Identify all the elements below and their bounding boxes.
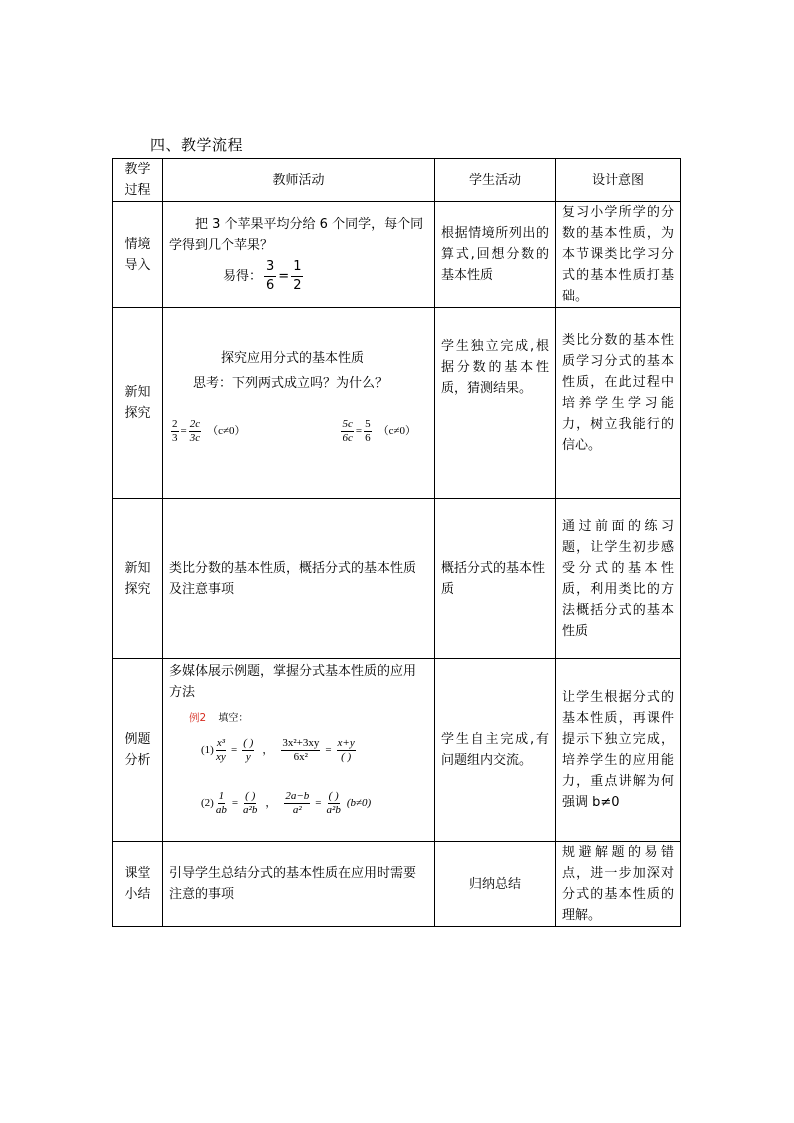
table-row — [113, 499, 681, 659]
separator: ， — [262, 744, 274, 756]
equation-2 — [339, 418, 416, 445]
denominator: 6c — [342, 432, 353, 444]
numerator: 3 — [264, 258, 276, 277]
explore-equations — [169, 418, 428, 445]
intent-cell: 通过前面的练习题，让学生初步感受分式的基本性质，利用类比的方法概括分式的基本性质 — [556, 499, 681, 659]
student-cell: 学生自主完成,有问题组内交流。 — [435, 659, 556, 842]
numerator-blank: ( ) — [328, 790, 339, 802]
denominator: a² — [292, 804, 302, 816]
intent-cell: 让学生根据分式的基本性质，再课件提示下独立完成，培养学生的应用能力，重点讲解为何强调 b≠0 — [556, 659, 681, 842]
equals-sign: = — [325, 744, 332, 756]
stage-cell: 新知探究 — [113, 499, 163, 659]
header-student: 学生活动 — [435, 159, 556, 202]
example-header — [169, 707, 428, 729]
section-heading: 四、教学流程 — [150, 136, 244, 154]
header-stage: 教学过程 — [113, 159, 163, 202]
equals-sign: = — [231, 744, 238, 756]
denominator: y — [245, 751, 251, 763]
numerator: 3x²+3xy — [282, 737, 320, 749]
explore-question: 思考：下列两式成立吗？为什么？ — [193, 376, 389, 391]
table-row — [113, 202, 681, 308]
numerator: x³ — [216, 737, 226, 749]
numerator-blank: ( ) — [243, 737, 254, 749]
equals-sign: = — [355, 425, 363, 437]
table-row — [113, 842, 681, 927]
denominator: 6 — [365, 432, 371, 444]
denominator: a²b — [243, 804, 258, 816]
separator: ， — [265, 797, 277, 809]
numerator: 5c — [342, 418, 353, 430]
student-cell: 概括分式的基本性质 — [435, 499, 556, 659]
condition: (b≠0) — [346, 797, 372, 809]
fraction-three-sixths — [264, 258, 276, 295]
intent-cell: 复习小学所学的分数的基本性质，为本节课类比学习分式的基本性质打基础。 — [556, 202, 681, 308]
denominator: 2 — [293, 278, 302, 293]
example-label: 例2 — [189, 712, 207, 724]
denominator: 6x² — [293, 751, 308, 763]
numerator: 5 — [365, 418, 371, 430]
teacher-cell — [163, 308, 435, 499]
student-cell: 学生独立完成,根据分数的基本性质，猜测结果。 — [435, 308, 556, 499]
problem-index: (1) — [201, 744, 214, 756]
denominator: 3c — [189, 432, 201, 444]
example-instruction: 填空： — [218, 713, 249, 724]
problem-index: (2) — [201, 797, 214, 809]
result-label: 易得： — [223, 269, 263, 284]
teacher-cell: 引导学生总结分式的基本性质在应用时需要注意的事项 — [163, 842, 435, 927]
numerator: 1 — [218, 790, 225, 802]
student-cell: 根据情境所列出的算式,回想分数的基本性质 — [435, 202, 556, 308]
equation-1 — [169, 418, 246, 445]
explore-title: 探究应用分式的基本性质 — [221, 351, 365, 366]
denominator: xy — [216, 751, 226, 763]
teacher-cell: 类比分数的基本性质，概括分式的基本性质及注意事项 — [163, 499, 435, 659]
table-header-row — [113, 159, 681, 202]
denominator: ab — [215, 804, 227, 816]
stage-cell: 情境导入 — [113, 202, 163, 308]
intent-cell: 类比分数的基本性质学习分式的基本性质，在此过程中培养学生学习能力，树立我能行的信心。 — [556, 308, 681, 499]
student-cell: 归纳总结 — [435, 842, 556, 927]
numerator: 2 — [172, 418, 178, 430]
stage-cell: 课堂小结 — [113, 842, 163, 927]
numerator-blank: ( ) — [245, 790, 256, 802]
teacher-cell — [163, 202, 435, 308]
header-teacher: 教师活动 — [163, 159, 435, 202]
equals-sign: = — [315, 797, 322, 809]
example-problem-1 — [169, 737, 428, 764]
example-problem-2 — [169, 790, 428, 817]
condition: （c≠0） — [207, 425, 246, 437]
teaching-flow-table — [112, 158, 681, 927]
denominator: a²b — [326, 804, 341, 816]
example-intro: 多媒体展示例题，掌握分式基本性质的应用方法 — [169, 664, 417, 700]
equals-sign: = — [278, 269, 290, 284]
numerator: x+y — [337, 737, 355, 749]
denominator: 6 — [266, 278, 275, 293]
numerator: 2c — [189, 418, 201, 430]
intent-cell: 规避解题的易错点，进一步加深对分式的基本性质的理解。 — [556, 842, 681, 927]
equals-sign: = — [231, 797, 239, 809]
table-row — [113, 308, 681, 499]
denominator-blank: ( ) — [341, 751, 352, 763]
fraction-one-half — [291, 258, 303, 295]
stage-cell: 新知探究 — [113, 308, 163, 499]
table-row — [113, 659, 681, 842]
header-intent: 设计意图 — [556, 159, 681, 202]
stage-cell: 例题分析 — [113, 659, 163, 842]
condition: （c≠0） — [377, 425, 416, 437]
numerator: 2a−b — [285, 790, 310, 802]
intro-problem: 把 3 个苹果平均分给 6 个同学，每个同学得到几个苹果？ — [169, 217, 424, 253]
equals-sign: = — [180, 425, 187, 437]
teacher-cell — [163, 659, 435, 842]
denominator: 3 — [172, 432, 178, 444]
numerator: 1 — [291, 258, 303, 277]
intro-result — [169, 258, 428, 295]
